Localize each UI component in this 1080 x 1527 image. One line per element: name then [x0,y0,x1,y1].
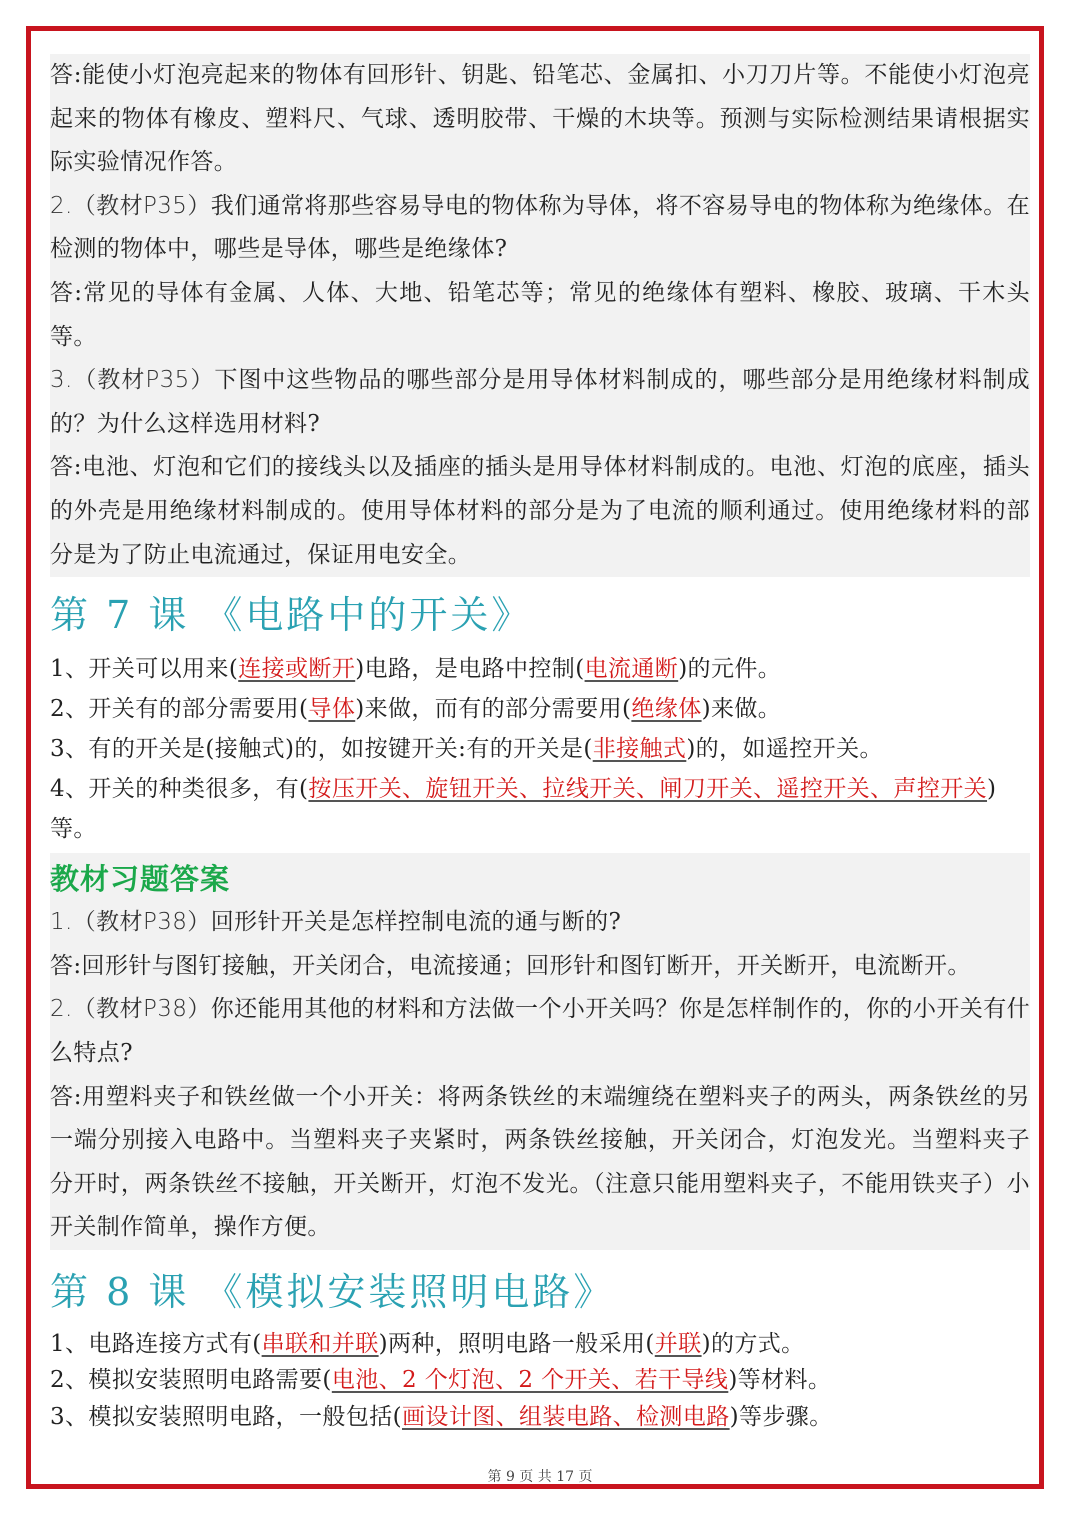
knowledge-point: 2、开关有的部分需要用(导体)来做，而有的部分需要用(绝缘体)来做。 [50,696,782,723]
answer-fill: 连接或断开 [238,656,356,683]
answer-fill: 非接触式 [592,736,687,763]
answer-fill: 绝缘体 [631,696,702,723]
lesson-8-title: 第 8 课 《模拟安装照明电路》 [50,1269,615,1314]
answer-fill: 并联 [654,1330,702,1357]
question-prefix: 3.（教材P35） [50,367,215,394]
answer-block-top [50,54,1030,577]
knowledge-point: 1、开关可以用来(连接或断开)电路，是电路中控制(电流通断)的元件。 [50,656,782,683]
lesson-7-title: 第 7 课 《电路中的开关》 [50,593,533,638]
answer-fill: 串联和并联 [261,1330,379,1357]
question-paragraph: 2.（教材P38）你还能用其他的材料和方法做一个小开关吗？你是怎样制作的，你的小开关有什么特点? [50,996,1030,1066]
lesson-8-points [50,1326,1030,1436]
answer-paragraph: 答:用塑料夹子和铁丝做一个小开关：将两条铁丝的末端缠绕在塑料夹子的两头，两条铁丝的另一端分别接入电路中。当塑料夹子夹紧时，两条铁丝接触，开关闭合，灯泡发光。当塑料夹子分开时，两条铁丝不接触，开关断开，灯泡不发光。（注意只能用塑料夹子，不能用铁夹子）小开关制作简单，操作方便。 [50,1083,1030,1241]
exercise-section [50,853,1030,1250]
knowledge-point: 3、有的开关是(接触式)的，如按键开关:有的开关是(非接触式)的，如遥控开关。 [50,736,883,763]
answer-fill: 按压开关、旋钮开关、拉线开关、闸刀开关、遥控开关、声控开关 [308,776,988,803]
question-prefix: 1.（教材P38） [50,909,211,936]
answer-fill: 画设计图、组装电路、检测电路 [402,1403,730,1430]
knowledge-point: 1、电路连接方式有(串联和并联)两种，照明电路一般采用(并联)的方式。 [50,1330,805,1357]
page-number: 第 9 页 共 17 页 [487,1469,593,1485]
answer-fill: 电池、2 个灯泡、2 个开关、若干导线 [331,1367,729,1394]
page-content [50,54,1030,1435]
question-paragraph: 2.（教材P35）我们通常将那些容易导电的物体称为导体，将不容易导电的物体称为绝缘体。在检测的物体中，哪些是导体，哪些是绝缘体? [50,192,1030,263]
answer-fill: 导体 [308,696,356,723]
question-paragraph: 1.（教材P38）回形针开关是怎样控制电流的通与断的? [50,909,622,936]
answer-paragraph: 答:常见的导体有金属、人体、大地、铅笔芯等；常见的绝缘体有塑料、橡胶、玻璃、干木头等。 [50,279,1030,350]
answer-fill: 电流通断 [584,656,679,683]
answer-paragraph: 答:电池、灯泡和它们的接线头以及插座的插头是用导体材料制成的。电池、灯泡的底座，插头的外壳是用绝缘材料制成的。使用导体材料的部分是为了电流的顺利通过。使用绝缘材料的部分是为了防止电流通过，保证用电安全。 [50,454,1030,568]
lesson-7-points [50,649,1030,849]
knowledge-point: 2、模拟安装照明电路需要(电池、2 个灯泡、2 个开关、若干导线)等材料。 [50,1367,832,1394]
knowledge-point: 3、模拟安装照明电路，一般包括(画设计图、组装电路、检测电路)等步骤。 [50,1403,833,1430]
answer-paragraph: 答:回形针与图钉接触，开关闭合，电流接通；回形针和图钉断开，开关断开，电流断开。 [50,952,971,979]
question-prefix: 2.（教材P35） [50,192,211,219]
answer-paragraph: 答:能使小灯泡亮起来的物体有回形针、钥匙、铅笔芯、金属扣、小刀刀片等。不能使小灯泡亮起来的物体有橡皮、塑料尺、气球、透明胶带、干燥的木块等。预测与实际检测结果请根据实际实验情况作答。 [50,62,1030,176]
question-prefix: 2.（教材P38） [50,996,211,1023]
question-paragraph: 3.（教材P35）下图中这些物品的哪些部分是用导体材料制成的，哪些部分是用绝缘材料制成的？为什么这样选用材料? [50,367,1030,437]
exercise-heading: 教材习题答案 [50,862,231,897]
knowledge-point: 4、开关的种类很多，有(按压开关、旋钮开关、拉线开关、闸刀开关、遥控开关、声控开关)等。 [50,776,997,843]
